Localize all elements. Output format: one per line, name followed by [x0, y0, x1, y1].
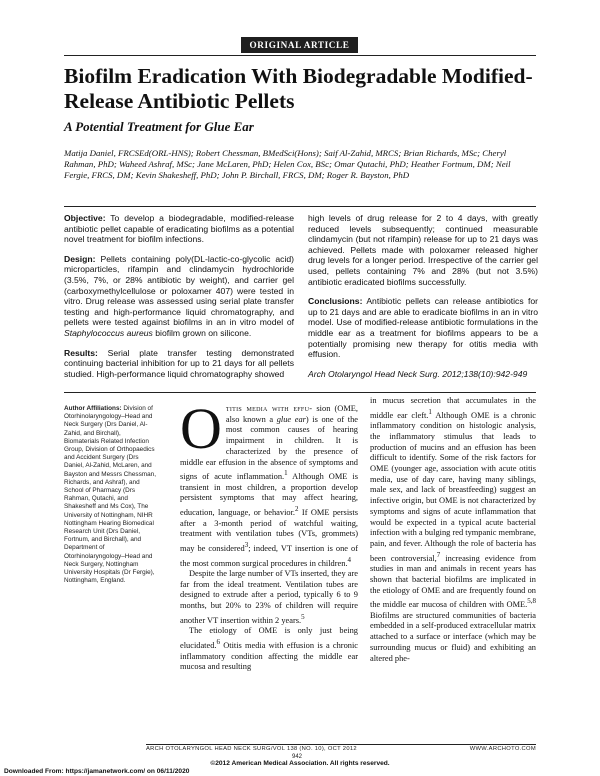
article-type-label: ORIGINAL ARTICLE	[241, 37, 358, 53]
lead-in: titis media with effu-	[225, 404, 313, 413]
conclusions-text: Antibiotic pellets can release antibiotics for up to 21 days and are able to eradicate biofilms in an in vitro model. Use of modified-release antibiotic formulations in the middle ear as a treatment for biofilms appears to be a potentially promising new therapy for otitis media with effusion.	[308, 296, 538, 360]
article-title: Biofilm Eradication With Biodegradable Modified-Release Antibiotic Pellets	[64, 64, 533, 113]
footer-divider	[146, 744, 536, 745]
results-text: Serial plate transfer testing demonstrated continuing bacterial inhibition for up to 21 days for all pellets studied. High-performance liquid chromatography showed	[64, 347, 294, 379]
col3-text-c: increasing evidence from studies in man and animals in recent years has shown that bacterial biofilms are implicated in the etiology of OME and are frequently found on the middle ear mucosa of children with OME.	[370, 553, 536, 610]
abstract-design	[64, 254, 294, 339]
body-paragraph-4	[370, 396, 536, 664]
p3-text-b: Otitis media with effusion is a chronic inflammatory condition affecting the middle ear mucosa and resulting	[180, 640, 358, 672]
design-label: Design:	[64, 253, 96, 264]
page-number: 942	[292, 754, 303, 760]
ref-1: 1	[284, 469, 288, 478]
footer-website: WWW.ARCHOTO.COM	[469, 746, 536, 752]
design-text: Pellets containing poly(DL-lactic-co-glycolic acid) microparticles, rifampin and clindamycin hydrochloride (3.5%, 7%, or 28% antibiotic by weight), and carrier gel (carboxymethylcellulose or poloxamer 407) were tested in vitro. Drug release was assessed using serial plate transfer testing and high-performance liquid chromatography, and pellets were tested against biofilms in an in vitro model of	[64, 253, 295, 328]
download-stamp: Downloaded From: https://jamanetwork.com/ on 06/11/2020	[4, 768, 190, 775]
design-text-end: biofilm grown on silicone.	[155, 327, 252, 338]
abstract-bottom-divider	[64, 392, 536, 393]
ref-col3-2: 7	[436, 550, 441, 559]
top-divider	[64, 55, 536, 56]
citation: Arch Otolaryngol Head Neck Surg. 2012;138(10):942-949	[308, 368, 528, 379]
footer-journal: ARCH OTOLARYNGOL HEAD NECK SURG/VOL 138 (NO. 10), OCT 2012	[146, 746, 357, 752]
results-text-continued: high levels of drug release for 2 to 4 days, with greatly reduced levels subsequently; continued measurable clindamycin (but not rifampin) release for up to 21 days was achieved. Pellets made with poloxamer released higher drug levels for a longer period. Irrespective of the carrier gel used, pellets containing 7% and 28% (but not 3.5%) antibiotic eradicated biofilms successfully.	[308, 213, 538, 287]
body-paragraph-2	[180, 569, 358, 626]
body-column-1	[180, 396, 358, 673]
objective-label: Objective:	[64, 213, 106, 223]
ref-5: 5	[301, 612, 305, 621]
p1-text-e: ; indeed, VT insertion is one of the most common surgical procedures in children.	[180, 543, 358, 568]
p3-text-a: The etiology of OME is only just being elucidated.	[180, 626, 358, 650]
author-affiliations	[64, 405, 156, 585]
col3-text-b: Although OME is a chronic inflammatory condition on histologic analysis, the inflammatory stimulus that leads to production of mucins and an effusion has been difficult to identify. Some of the risk factors for OME (younger age, association with acute otitis media, use of day care, having many siblings, male sex, and lack of breastfeeding) suggest an infective origin, but OME is not characterized by symptoms and signs of acute inflammation that would be expected in a typical acute bacterial infection with a bulging red tympanic membrane, pain, and fever. Although the role of bacteria has been controversial,	[370, 410, 536, 563]
body-paragraph-1	[180, 396, 358, 569]
article-subtitle: A Potential Treatment for Glue Ear	[64, 119, 254, 134]
col3-text-d: Biofilms are structured communities of bacteria embedded in a self-produced extracellular matrix attached to a surface or interface (which may be surrounding mucus or fluid) and exhibiting an altered phe-	[370, 610, 536, 663]
abstract-conclusions	[308, 296, 538, 360]
abstract-objective	[64, 213, 294, 245]
ref-2: 2	[295, 505, 299, 514]
body-paragraph-3	[180, 626, 358, 673]
results-label: Results:	[64, 347, 98, 358]
ref-col3-3: 5,8	[527, 597, 536, 606]
author-list: Matija Daniel, FRCSEd(ORL-HNS); Robert Chessman, BMedSci(Hons); Saif Al-Zahid, MRCS; Brian Richards, MSc; Cheryl Rahman, PhD; Waheed Ashraf, MSc; Jane McLaren, PhD; Helen Cox, BSc; Omar Qutachi, PhD; Heather Fortnum, DM; Neil Fergie, FRCS, DM; Kevin Shakesheff, PhD; John P. Birchall, FRCS, DM; Roger R. Bayston, PhD	[64, 148, 511, 181]
ref-4: 4	[347, 555, 352, 564]
abstract-column-right	[308, 213, 538, 388]
ref-6: 6	[216, 638, 221, 647]
design-species: Staphylococcus aureus	[64, 327, 153, 338]
affiliations-text: Division of Otorhinolaryngology–Head and Neck Surgery (Drs Daniel, Al-Zahid, and Birchall), Biomaterials Related Infection Group, Division of Orthopaedics and Accident Surgery (Drs Daniel, Al-Zahid, McLaren, and Bayston and Messrs Chessman, Richards, and Ashraf), and School of Pharmacy (Drs Rahman, Qutachi, and Shakesheff and Ms Cox), The University of Nottingham, NIHR Nottingham Hearing Biomedical Research Unit (Drs Daniel, Fortnum, and Birchall), and Department of Otorhinolaryngology–Head and Neck Surgery, Nottingham University Hospitals (Dr Fergie), Nottingham, England.	[64, 405, 156, 585]
p1-italic: glue ear	[276, 414, 306, 424]
ref-col3-1: 1	[428, 407, 432, 416]
ref-3: 3	[244, 541, 249, 550]
p2-text: Despite the large number of VTs inserted, they are far from the ideal treatment. Ventilation tubes are designed to extrude after a period, typically 6 to 9 months, but 20% to 23% of children will require another VT insertion within 2 years.	[180, 569, 358, 625]
affiliations-label: Author Affiliations:	[64, 405, 122, 412]
col3-text-a: in mucus secretion that accumulates in the middle ear cleft.	[370, 396, 536, 420]
drop-cap: O	[180, 396, 222, 461]
objective-text: To develop a biodegradable, modified-release antibiotic pellet capable of eradicating biofilms as a potential novel treatment for biofilm infections.	[64, 213, 295, 245]
abstract-top-divider	[64, 206, 536, 207]
p1-text-d: If OME persists after a 3-month period of watchful waiting, treatment with ventilation tubes (VTs, grommets) may be considered	[180, 507, 358, 553]
p1-text-a: sion (OME, also known a	[225, 404, 358, 424]
body-column-2	[370, 396, 536, 664]
conclusions-label: Conclusions:	[308, 296, 363, 307]
abstract-column-left	[64, 213, 294, 388]
p1-text-c: Although OME is transient in most children, a proportion develop persistent symptoms that may affect hearing, education, language, or behavior.	[180, 472, 358, 517]
abstract-results-start	[64, 348, 294, 380]
copyright-notice: ©2012 American Medical Association. All rights reserved.	[210, 760, 390, 767]
p1-text-b: ) is one of the most common causes of hearing impairment in children. It is characterized by the presence of middle ear effusion in the absence of symptoms and signs of acute inflammation.	[180, 414, 358, 482]
abstract-results-continued	[308, 213, 538, 287]
